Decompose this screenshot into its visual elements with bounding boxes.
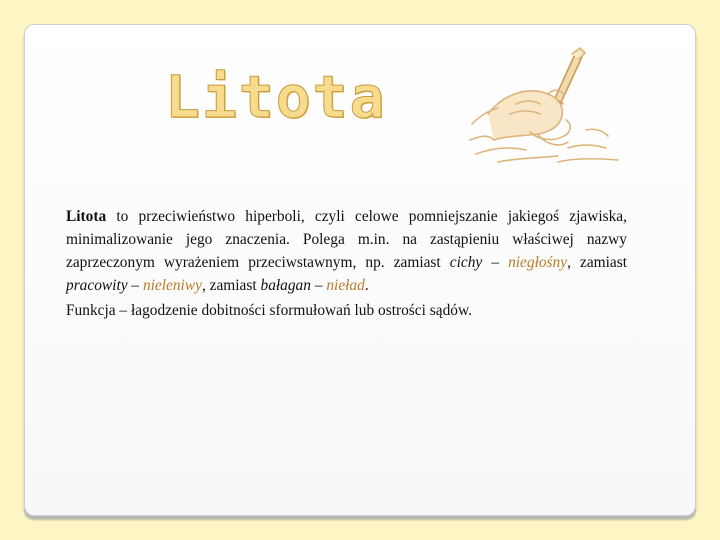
example-join-1: , zamiast <box>567 254 627 271</box>
slide-body <box>66 205 627 322</box>
hand-writing-with-pen-icon <box>468 44 628 172</box>
example-separator-2: – <box>127 277 143 294</box>
example-litotes-3: nieład <box>326 277 365 294</box>
example-join-2: , zamiast <box>201 277 261 294</box>
definition-text: to przeciwieństwo hiperboli, czyli celowe pomniejszanie jakiegoś zjawiska, minimalizowanie jego znaczenia. Polega m.in. na zastąpieniu właściwej nazwy zaprzeczonym wyrażeniem przeciwstawnym, np. zamiast <box>66 208 627 271</box>
definition-paragraph <box>66 205 627 297</box>
example-word-2: pracowity <box>66 277 128 294</box>
example-separator-1: – <box>482 254 509 271</box>
example-word-1: cichy <box>449 254 483 271</box>
example-separator-3: – <box>310 277 327 294</box>
function-paragraph: Funkcja – łagodzenie dobitności sformułowań lub ostrości sądów. <box>66 302 472 319</box>
example-litotes-2: nieleniwy <box>142 277 202 294</box>
defined-term: Litota <box>66 208 107 225</box>
definition-end: . <box>364 277 369 294</box>
slide-title: Litota <box>165 63 387 131</box>
example-word-3: bałagan <box>260 277 311 294</box>
example-litotes-1: niegłośny <box>508 254 568 271</box>
